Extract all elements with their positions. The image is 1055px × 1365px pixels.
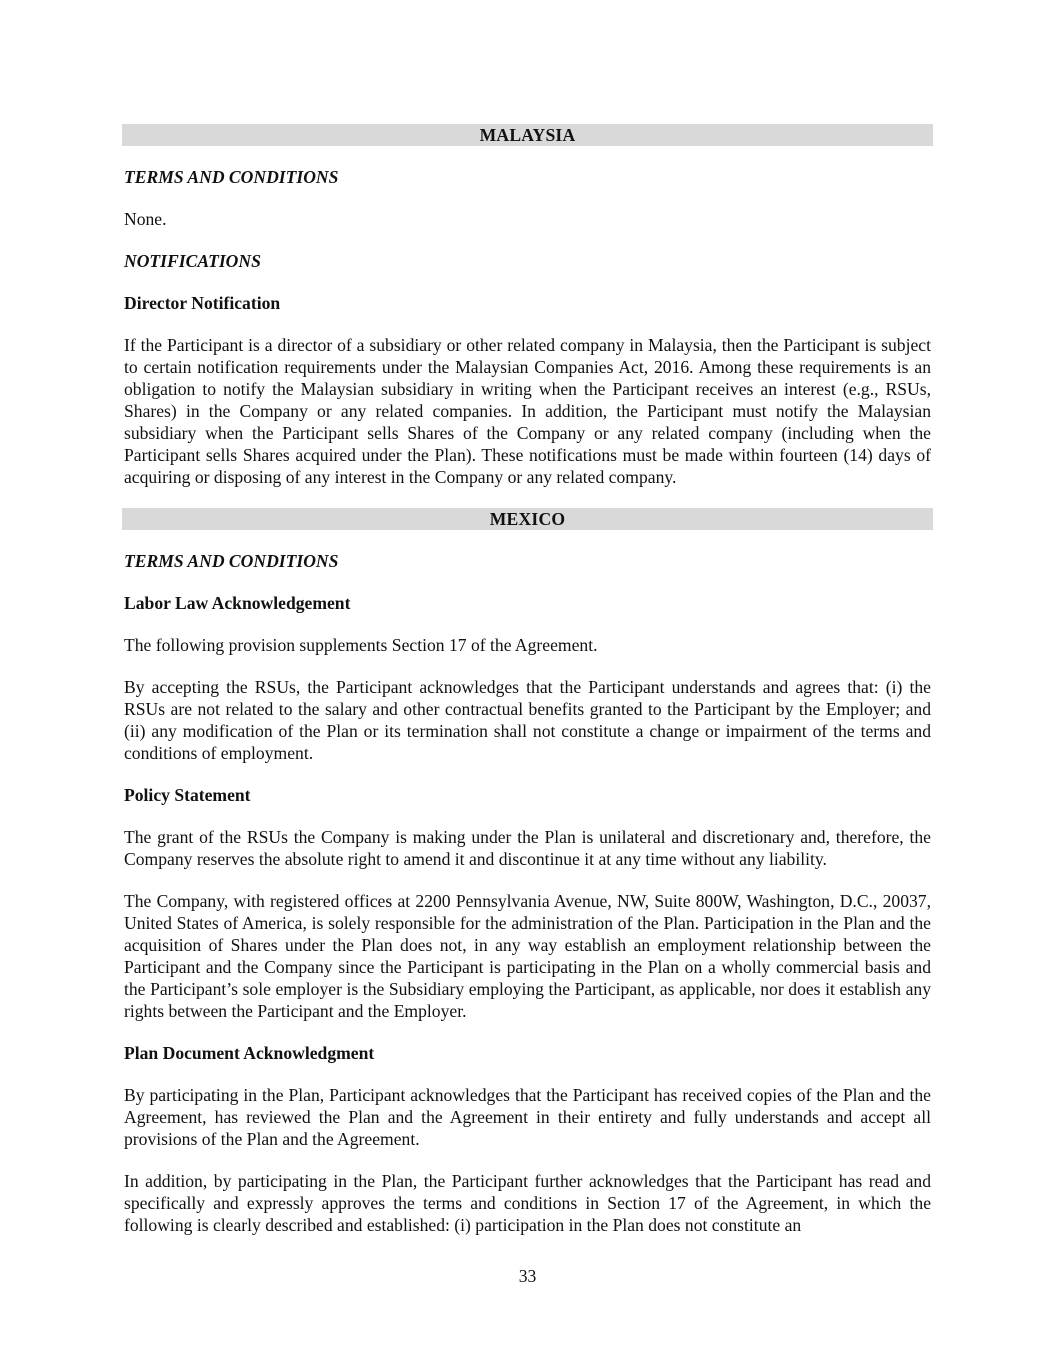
director-notification-heading: Director Notification	[124, 293, 281, 313]
labor-law-text: The following provision supplements Section 17 of the Agreement.	[124, 635, 598, 655]
page-number: 33	[518, 1266, 537, 1286]
labor-law-heading: Labor Law Acknowledgement	[124, 593, 351, 613]
notifications-heading: NOTIFICATIONS	[124, 251, 261, 271]
terms-heading: TERMS AND CONDITIONS	[124, 167, 339, 187]
terms-text: None.	[124, 209, 167, 229]
page-content	[124, 124, 931, 1236]
plan-document-text: In addition, by participating in the Plan, the Participant further acknowledges that the Participant has read and specifically and expressly approves the terms and conditions in Section 17 of the Agreement, in which the following is clearly described and established: (i) participation in the Plan does not constitute an	[124, 1171, 931, 1235]
section-header-malaysia: MALAYSIA	[122, 124, 933, 146]
director-notification-text: If the Participant is a director of a subsidiary or other related company in Malaysia, then the Participant is subject to certain notification requirements under the Malaysian Companies Act, 2016. Among these requirements is an obligation to notify the Malaysian subsidiary in writing when the Participant receives an interest (e.g., RSUs, Shares) in the Company or any related companies. In addition, the Participant must notify the Malaysian subsidiary when the Participant sells Shares of the Company or any related company (including when the Participant sells Shares acquired under the Plan). These notifications must be made within fourteen (14) days of acquiring or disposing of any interest in the Company or any related company.	[124, 335, 931, 487]
policy-statement-text: The Company, with registered offices at 2200 Pennsylvania Avenue, NW, Suite 800W, Washington, D.C., 20037, United States of America, is solely responsible for the administration of the Plan. Participation in the Plan and the acquisition of Shares under the Plan does not, in any way establish an employment relationship between the Participant and the Company since the Participant is participating in the Plan on a wholly commercial basis and the Participant’s sole employer is the Subsidiary employing the Participant, as applicable, nor does it establish any rights between the Participant and the Employer.	[124, 891, 931, 1021]
plan-document-text: By participating in the Plan, Participant acknowledges that the Participant has received copies of the Plan and the Agreement, has reviewed the Plan and the Agreement in their entirety and fully understands and accept all provisions of the Plan and the Agreement.	[124, 1085, 931, 1149]
policy-statement-text: The grant of the RSUs the Company is making under the Plan is unilateral and discretionary and, therefore, the Company reserves the absolute right to amend it and discontinue it at any time without any liability.	[124, 827, 931, 869]
section-header-mexico: MEXICO	[122, 508, 933, 530]
terms-heading: TERMS AND CONDITIONS	[124, 551, 339, 571]
policy-statement-heading: Policy Statement	[124, 785, 251, 805]
labor-law-text: By accepting the RSUs, the Participant acknowledges that the Participant understands and agrees that: (i) the RSUs are not related to the salary and other contractual benefits granted to the Participant by the Employer; and (ii) any modification of the Plan or its termination shall not constitute a change or impairment of the terms and conditions of employment.	[124, 677, 931, 763]
plan-document-heading: Plan Document Acknowledgment	[124, 1043, 375, 1063]
